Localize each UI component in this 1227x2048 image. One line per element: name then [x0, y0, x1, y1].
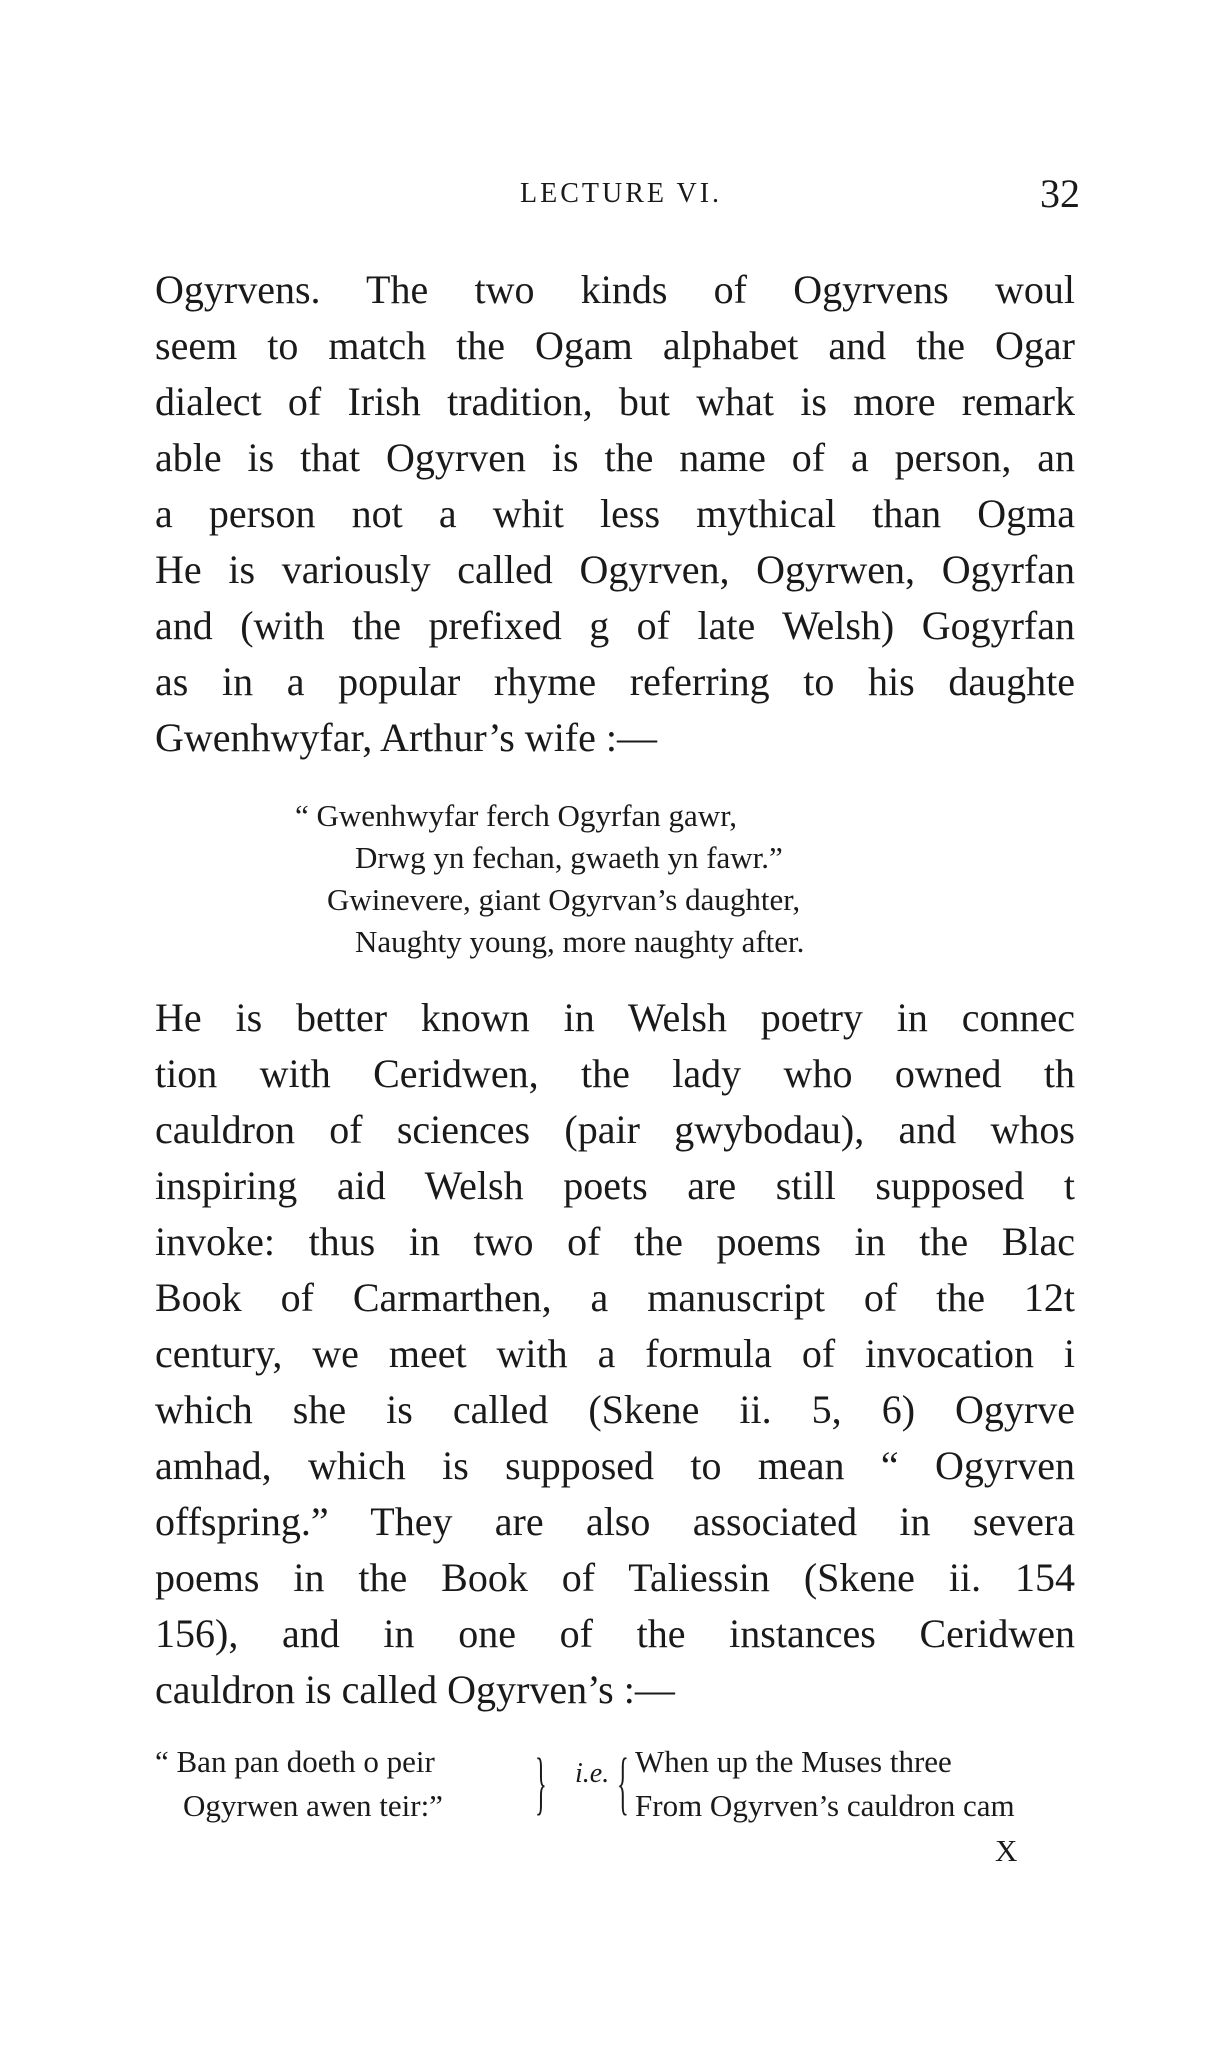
- english-verse: [635, 1740, 1075, 1828]
- paragraph-1: [155, 262, 1075, 766]
- text-line: able is that Ogyrven is the name of a person, an: [155, 435, 1075, 480]
- english-line: From Ogyrven’s cauldron cam: [635, 1788, 1015, 1823]
- text-line: He is better known in Welsh poetry in connec: [155, 995, 1075, 1040]
- rhyme-quote: [295, 795, 995, 963]
- page-number: 32: [1040, 171, 1080, 216]
- cauldron-quote: [155, 1740, 1075, 1840]
- text-line: invoke: thus in two of the poems in the Blac: [155, 1219, 1075, 1264]
- text-line: inspiring aid Welsh poets are still supposed t: [155, 1163, 1075, 1208]
- text-line: and (with the prefixed g of late Welsh) Gogyrfan: [155, 603, 1075, 648]
- text-line: cauldron is called Ogyrven’s :—: [155, 1667, 675, 1712]
- text-line: dialect of Irish tradition, but what is more remark: [155, 379, 1075, 424]
- text-line: poems in the Book of Taliessin (Skene ii. 154: [155, 1555, 1075, 1600]
- quote-line: Gwinevere, giant Ogyrvan’s daughter,: [327, 882, 801, 917]
- running-title: LECTURE VI.: [520, 178, 723, 209]
- welsh-line: Ogyrwen awen teir:”: [183, 1788, 443, 1823]
- text-line: as in a popular rhyme referring to his daughte: [155, 659, 1075, 704]
- quote-line: Drwg yn fechan, gwaeth yn fawr.”: [355, 840, 783, 875]
- ie-label: i.e.: [575, 1758, 610, 1789]
- text-line: a person not a whit less mythical than Ogma: [155, 491, 1075, 536]
- opening-brace: {: [617, 1745, 629, 1822]
- welsh-verse: [155, 1740, 535, 1828]
- text-line: Ogyrvens. The two kinds of Ogyrvens woul: [155, 267, 1075, 312]
- text-line: cauldron of sciences (pair gwybodau), and whos: [155, 1107, 1075, 1152]
- text-line: offspring.” They are also associated in severa: [155, 1499, 1075, 1544]
- text-line: century, we meet with a formula of invocation i: [155, 1331, 1075, 1376]
- welsh-line: “ Ban pan doeth o peir: [155, 1744, 435, 1779]
- signature-mark: X: [995, 1833, 1018, 1868]
- page-header: [0, 170, 1227, 220]
- text-line: Book of Carmarthen, a manuscript of the 12t: [155, 1275, 1075, 1320]
- text-line: tion with Ceridwen, the lady who owned th: [155, 1051, 1075, 1096]
- paragraph-2: [155, 990, 1075, 1718]
- text-line: amhad, which is supposed to mean “ Ogyrven: [155, 1443, 1075, 1488]
- quote-line: Naughty young, more naughty after.: [355, 924, 805, 959]
- text-line: seem to match the Ogam alphabet and the Ogar: [155, 323, 1075, 368]
- closing-brace: }: [535, 1745, 547, 1822]
- english-line: When up the Muses three: [635, 1744, 952, 1779]
- text-line: 156), and in one of the instances Ceridwen: [155, 1611, 1075, 1656]
- text-line: He is variously called Ogyrven, Ogyrwen, Ogyrfan: [155, 547, 1075, 592]
- text-line: Gwenhwyfar, Arthur’s wife :—: [155, 715, 657, 760]
- text-line: which she is called (Skene ii. 5, 6) Ogyrve: [155, 1387, 1075, 1432]
- quote-line: “ Gwenhwyfar ferch Ogyrfan gawr,: [295, 798, 738, 833]
